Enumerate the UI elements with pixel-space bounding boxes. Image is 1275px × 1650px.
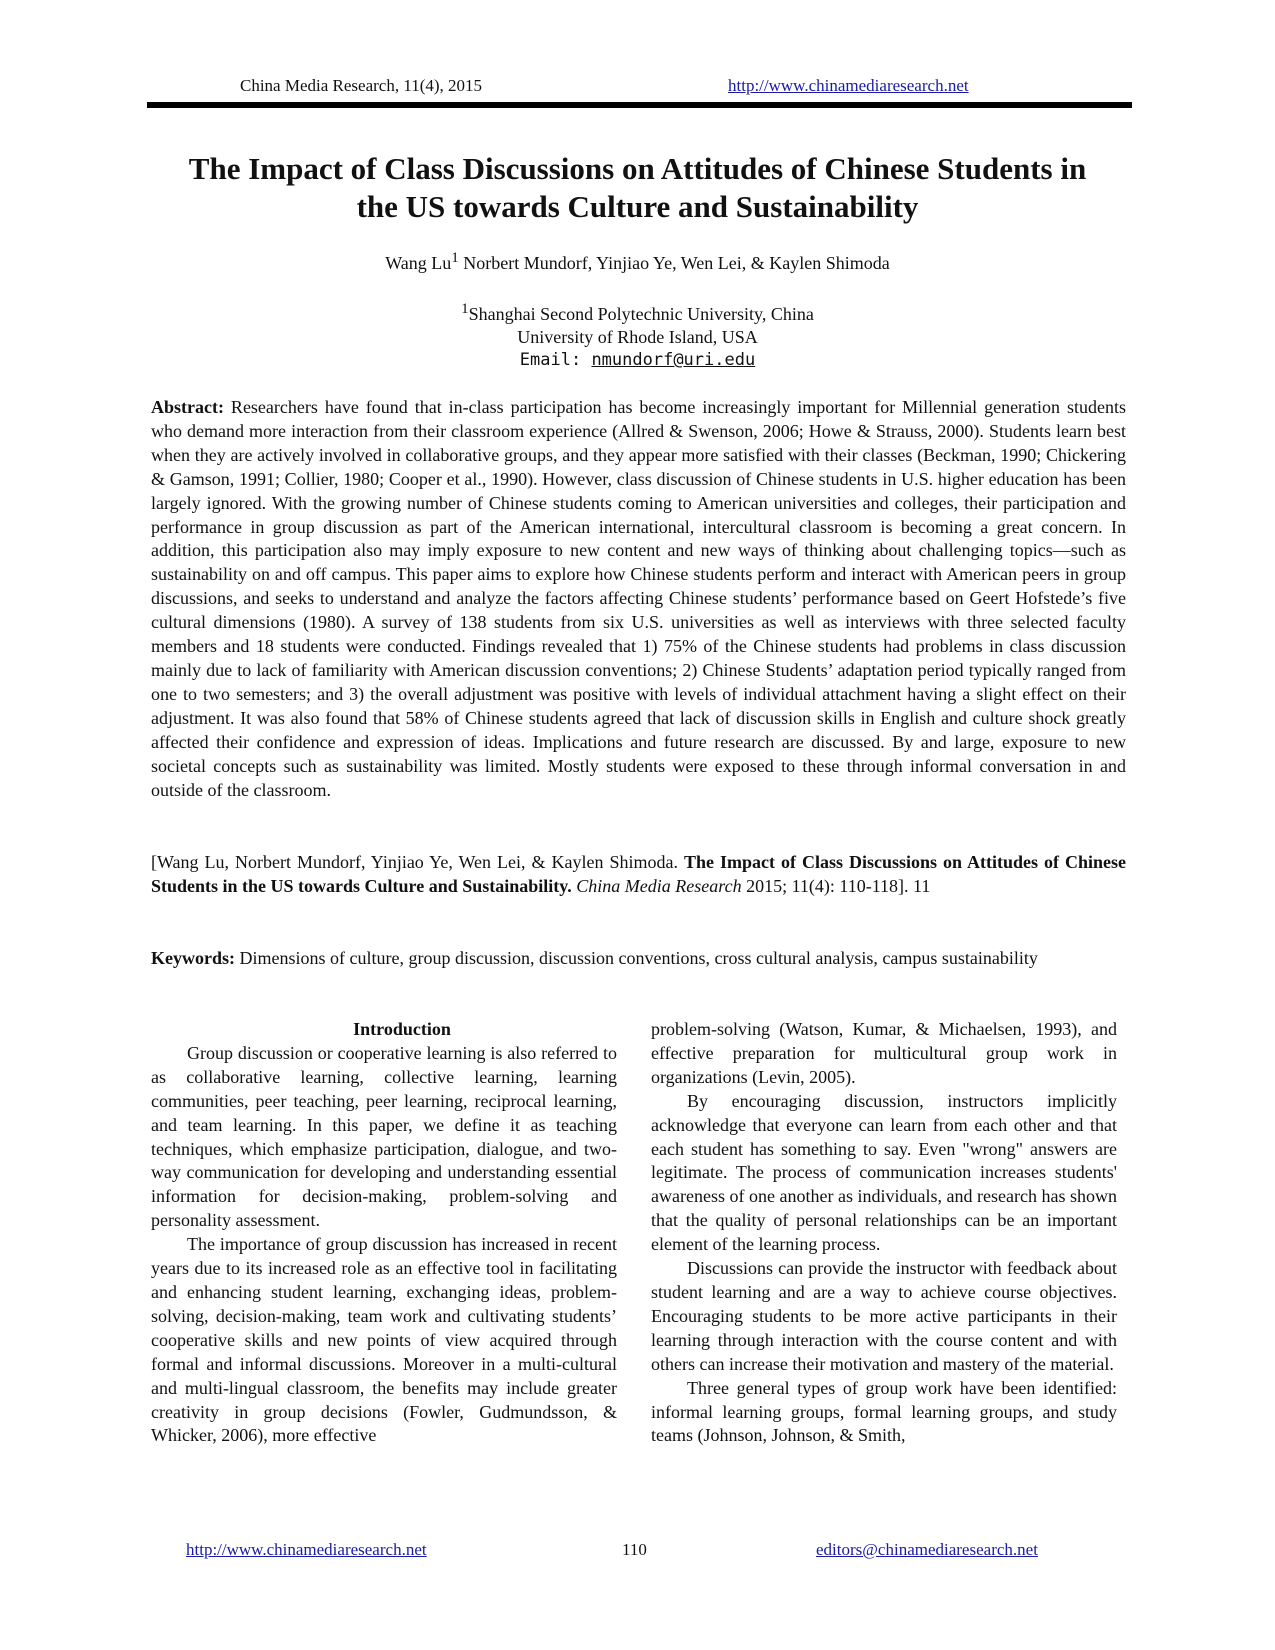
citation-title: The Impact of Class Discussions on Attitudes of Chinese Students in the US towards Culture and Sustainability.: [151, 852, 1126, 896]
page-number: 110: [622, 1540, 647, 1559]
affiliation-1: $^1$Shanghai Second Polytechnic University, China: [461, 301, 814, 324]
footer-website-link[interactable]: http://www.chinamediaresearch.net: [186, 1540, 427, 1559]
first-author-superscript: 1: [451, 250, 459, 266]
body-column-right: [651, 1018, 1117, 1448]
body-paragraph: The importance of group discussion has increased in recent years due to its increased role as an effective tool in facilitating and enhancing student learning, exchanging ideas, problem-solving, decision-making, team work and cultivating students’ cooperative skills and new points of view acquired through formal and informal discussions. Moreover in a multi-cultural and multi-lingual classroom, the benefits may include greater creativity in group decisions (Fowler, Gudmundsson, & Whicker, 2006), more effective: [151, 1234, 617, 1446]
keywords-label: Keywords:: [151, 948, 235, 968]
citation-authors: [Wang Lu, Norbert Mundorf, Yinjiao Ye, Wen Lei, & Kaylen Shimoda.: [151, 852, 684, 872]
citation-tail: 2015; 11(4): 110-118]. 11: [741, 875, 931, 896]
abstract: [151, 396, 1126, 802]
paper-title: [130, 150, 1145, 226]
abstract-label: Abstract:: [151, 397, 224, 417]
citation: [151, 851, 1126, 899]
email-line: [150, 349, 1125, 372]
footer-editors-email-link[interactable]: editors@chinamediaresearch.net: [816, 1540, 1038, 1559]
keywords-text: Dimensions of culture, group discussion, discussion conventions, cross cultural analysis, campus sustainability: [235, 948, 1038, 968]
body-paragraph-continued: problem-solving (Watson, Kumar, & Michaelsen, 1993), and effective preparation for multicultural group work in organizations (Levin, 2005).: [651, 1019, 1117, 1087]
paper-title-line-1: The Impact of Class Discussions on Attitudes of Chinese Students in: [188, 151, 1087, 186]
header-website-link[interactable]: http://www.chinamediaresearch.net: [728, 76, 969, 95]
abstract-text: Researchers have found that in-class participation has become increasingly important for Millennial generation students who demand more interaction from their classroom experience (Allred & Swenson, 2006; Howe & Strauss, 2000). Students learn best when they are actively involved in collaborative groups, and they appear more satisfied with their classes (Beckman, 1990; Chickering & Gamson, 1991; Collier, 1980; Cooper et al., 1990). However, class discussion of Chinese students in U.S. higher education has been largely ignored. With the growing number of Chinese students coming to American universities and colleges, their participation and performance in group discussion as part of the American international, intercultural classroom is becoming a great concern. In addition, this participation also may imply exposure to new content and new ways of thinking about challenging topics—such as sustainability on and off campus. This paper aims to explore how Chinese students perform and interact with American peers in group discussions, and seeks to understand and analyze the factors affecting Chinese students’ performance based on Geert Hofstede’s five cultural dimensions (1980). A survey of 138 students from six U.S. universities as well as interviews with three selected faculty members and 18 students were conducted. Findings revealed that 1) 75% of the Chinese students had problems in class discussion mainly due to lack of familiarity with American discussion conventions; 2) Chinese Students’ adaptation period typically ranged from one to two semesters; and 3) the overall adjustment was positive with levels of individual attachment having a slight effect on their adjustment. It was also found that 58% of Chinese students agreed that lack of discussion skills in English and culture shock greatly affected their confidence and expression of ideas. Implications and future research are discussed. By and large, exposure to new societal concepts such as sustainability was limited. Mostly students were exposed to these through informal conversation in and outside of the classroom.: [151, 397, 1126, 800]
paper-title-line-2: the US towards Culture and Sustainability: [356, 189, 919, 224]
body-paragraph: Discussions can provide the instructor with feedback about student learning and are a way to achieve course objectives. Encouraging students to be more active participants in their learning through interaction with the course content and with others can increase their motivation and mastery of the material.: [651, 1258, 1117, 1374]
body-paragraph: Three general types of group work have been identified: informal learning groups, formal learning groups, and study teams (Johnson, Johnson, & Smith,: [651, 1377, 1117, 1446]
affiliation-superscript: 1: [461, 301, 469, 317]
author-email-link[interactable]: nmundorf@uri.edu: [591, 350, 756, 370]
body-paragraph: By encouraging discussion, instructors implicitly acknowledge that everyone can learn from each other and that each student has something to say. Even "wrong" answers are legitimate. The process of communication increases students' awareness of one another as individuals, and research has shown that the quality of personal relationships can be an important element of the learning process.: [651, 1090, 1117, 1255]
affiliations: [150, 298, 1125, 372]
other-authors: Norbert Mundorf, Yinjiao Ye, Wen Lei, & Kaylen Shimoda: [458, 253, 890, 273]
section-heading-introduction: Introduction: [353, 1019, 451, 1039]
running-header-journal: China Media Research, 11(4), 2015: [240, 76, 483, 95]
keywords: [151, 947, 1126, 971]
body-column-left: [151, 1018, 617, 1448]
affiliation-2: University of Rhode Island, USA: [517, 327, 758, 347]
first-author: Wang Lu: [385, 253, 452, 273]
email-label: Email:: [519, 350, 592, 370]
body-paragraph: Group discussion or cooperative learning is also referred to as collaborative learning, collective learning, learning communities, peer teaching, peer learning, reciprocal learning, and team learning. In this paper, we define it as teaching techniques, which emphasize participation, dialogue, and two-way communication for developing and understanding essential information for decision-making, problem-solving and personality assessment.: [151, 1042, 617, 1231]
citation-journal: China Media Research: [571, 875, 742, 896]
header-rule: [147, 102, 1132, 108]
author-list: [150, 250, 1125, 274]
